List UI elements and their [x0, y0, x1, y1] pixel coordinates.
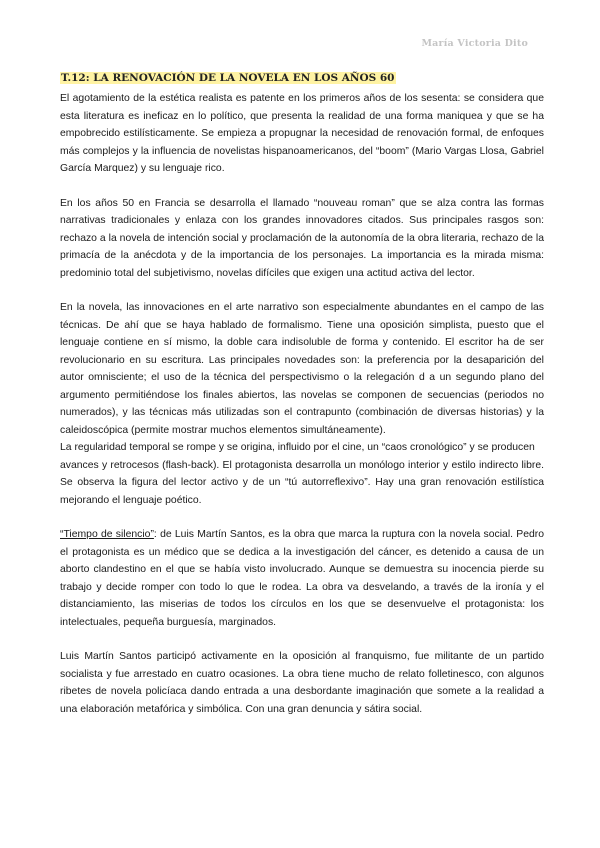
- paragraph-tecnicas: En la novela, las innovaciones en el arte narrativo son especialmente abundantes en el campo de las técnicas. De ahí que se haya hablado de formalismo. Tiene una oposición simplista, puesto que el lenguaje contiene en sí mismo, la doble cara indisoluble de forma y contenido. El escritor ha de ser revolucionario en su escritura. Las principales novedades son: la preferencia por la desaparición del autor omnisciente; el uso de la técnica del perspectivismo o la relegación d a un segundo plano del argumento permitiéndose los finales abiertos, las novelas se componen de secuencias (periodos no numerados), y las técnicas más utilizadas son el contrapunto (combinación de diversas historias) y la caleidoscópica (permite mostrar muchos elementos simultáneamente).: [60, 302, 544, 436]
- novel-description: : de Luis Martín Santos, es la obra que marca la ruptura con la novela social. Pedro el protagonista es un médico que se dedica a la investigación del cáncer, es detenido a causa de un aborto clandestino en el que se había visto involucrado. Aunque se demuestra su inocencia pierde su trabajo y decide romper con todo lo que le rodea. La obra va desvelando, a través de la ironía y el distanciamiento, las miserias de todos los círculos en los que se desenvuelve el protagonista: los intelectuales, pequeña burguesía, marginados.: [60, 529, 544, 628]
- paragraph-agotamiento: El agotamiento de la estética realista es patente en los primeros años de los sesenta: se considera que esta literatura es ineficaz en lo político, que presenta la realidad de una forma maniquea y que se ha empobrecido estilísticamente. Se empieza a propugnar la necesidad de renovación formal, de enfoques más complejos y la influencia de novelistas hispanoamericanos, del “boom” (Mario Vargas Llosa, Gabriel García Marquez) y su lenguaje rico.: [60, 93, 544, 174]
- document-body: [60, 71, 544, 735]
- paragraph-regularidad-temporal: La regularidad temporal se rompe y se origina, influido por el cine, un “caos cronológico” y se producen: [60, 442, 535, 453]
- paragraph-avances-retrocesos: avances y retrocesos (flash-back). El protagonista desarrolla un monólogo interior y estilo indirecto libre. Se observa la figura del lector activo y de un “tú autorreflexivo”. Hay una gran renovación estilística mejorando el lenguaje poético.: [60, 459, 544, 506]
- paragraph-martin-santos: Luis Martín Santos participó activamente en la oposición al franquismo, fue militante de un partido socialista y fue arrestado en cuatro ocasiones. La obra tiene mucho de relato folletinesco, con algunos ribetes de novela policíaca dando entrada a una desbordante imaginación que somete a la realidad a una elaboración metafórica y simbólica. Con una gran denuncia y sátira social.: [60, 651, 544, 715]
- paragraph-nouveau-roman: En los años 50 en Francia se desarrolla el llamado “nouveau roman” que se alza contra las formas narrativas tradicionales y enlaza con los grandes innovadores citados. Sus principales rasgos son: rechazo a la novela de intención social y proclamación de la autonomía de la obra literaria, rechazo de la primacía de la anécdota y de la importancia de los personajes. La importancia es la mirada misma: predominio total del subjetivismo, novelas difíciles que exigen una actitud activa del lector.: [60, 197, 544, 279]
- document-title: [60, 71, 544, 86]
- novel-title: “Tiempo de silencio”: [60, 529, 154, 540]
- title-text: T.12: LA RENOVACIÓN DE LA NOVELA EN LOS AÑOS 60: [61, 72, 395, 84]
- author-name: María Victoria Dito: [421, 38, 528, 49]
- paragraph-tiempo-de-silencio: [60, 526, 544, 631]
